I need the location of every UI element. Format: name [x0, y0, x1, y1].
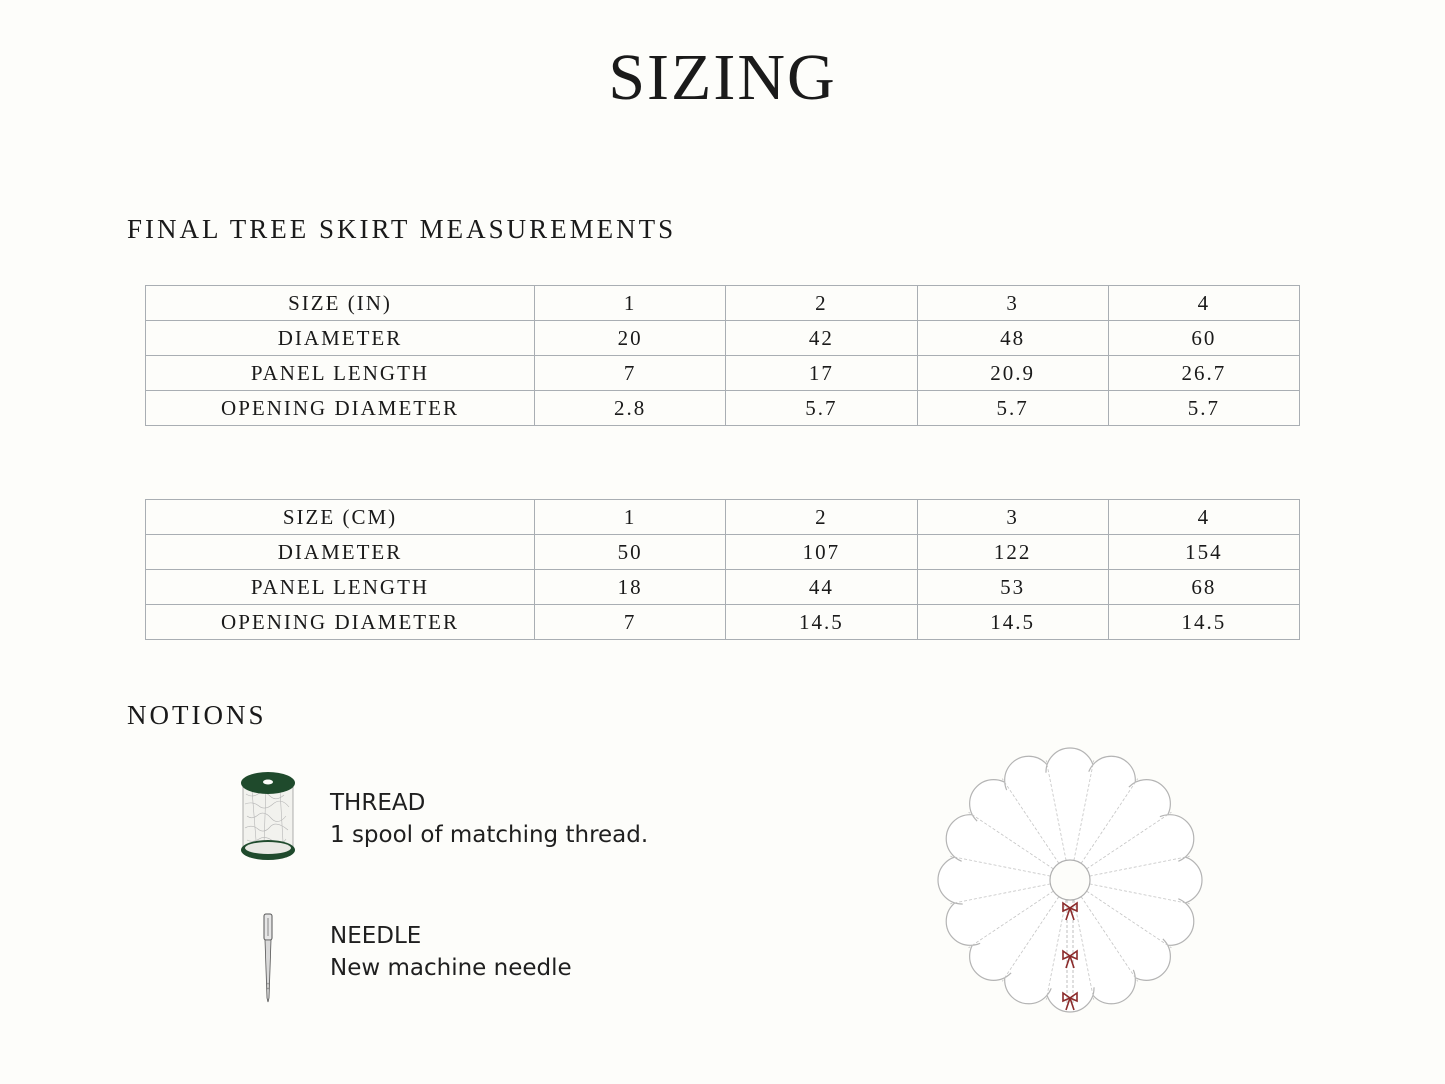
table-cell: 42	[726, 321, 917, 356]
table-cell: 60	[1108, 321, 1299, 356]
table-cell: 154	[1108, 535, 1299, 570]
row-label: OPENING DIAMETER	[146, 605, 535, 640]
table-cell: 48	[917, 321, 1108, 356]
thread-spool-icon	[238, 770, 298, 864]
table-cell: 4	[1108, 500, 1299, 535]
table-row	[146, 356, 1300, 391]
table-cell: 14.5	[726, 605, 917, 640]
table-cell: 53	[917, 570, 1108, 605]
table-cell: 50	[535, 535, 726, 570]
center-opening	[1050, 860, 1090, 900]
table-cell: 1	[535, 500, 726, 535]
table-row	[146, 570, 1300, 605]
table-cell: 3	[917, 500, 1108, 535]
table-cell: 3	[917, 286, 1108, 321]
needle-title: NEEDLE	[330, 923, 422, 949]
row-label: PANEL LENGTH	[146, 570, 535, 605]
tree-skirt-illustration	[930, 740, 1210, 1020]
table-cell: 7	[535, 356, 726, 391]
table-cell: 14.5	[1108, 605, 1299, 640]
table-row	[146, 391, 1300, 426]
table-cell: 122	[917, 535, 1108, 570]
row-label: PANEL LENGTH	[146, 356, 535, 391]
table-row	[146, 321, 1300, 356]
row-label: DIAMETER	[146, 321, 535, 356]
final-measurements-heading: FINAL TREE SKIRT MEASUREMENTS	[127, 214, 677, 244]
table-cell: 68	[1108, 570, 1299, 605]
row-label: DIAMETER	[146, 535, 535, 570]
table-cell: 18	[535, 570, 726, 605]
needle-description: New machine needle	[330, 955, 572, 981]
table-row	[146, 500, 1300, 535]
table-cell: 2.8	[535, 391, 726, 426]
page-title: SIZING	[608, 41, 837, 114]
table-cell: 14.5	[917, 605, 1108, 640]
thread-title: THREAD	[330, 790, 426, 816]
table-cell: 5.7	[726, 391, 917, 426]
table-cell: 2	[726, 286, 917, 321]
table-row	[146, 605, 1300, 640]
row-label: OPENING DIAMETER	[146, 391, 535, 426]
thread-description: 1 spool of matching thread.	[330, 822, 649, 848]
measurements-table-centimeters	[145, 499, 1300, 640]
needle-icon	[258, 912, 278, 1004]
table-row	[146, 286, 1300, 321]
table-cell: 20.9	[917, 356, 1108, 391]
table-cell: 7	[535, 605, 726, 640]
row-label: SIZE (IN)	[146, 286, 535, 321]
table-cell: 17	[726, 356, 917, 391]
table-row	[146, 535, 1300, 570]
table-cell: 2	[726, 500, 917, 535]
table-cell: 1	[535, 286, 726, 321]
notions-heading: NOTIONS	[127, 700, 267, 730]
table-cell: 20	[535, 321, 726, 356]
table-cell: 26.7	[1108, 356, 1299, 391]
table-cell: 5.7	[917, 391, 1108, 426]
table-cell: 107	[726, 535, 917, 570]
table-cell: 4	[1108, 286, 1299, 321]
row-label: SIZE (CM)	[146, 500, 535, 535]
measurements-table-inches	[145, 285, 1300, 426]
table-cell: 44	[726, 570, 917, 605]
table-cell: 5.7	[1108, 391, 1299, 426]
